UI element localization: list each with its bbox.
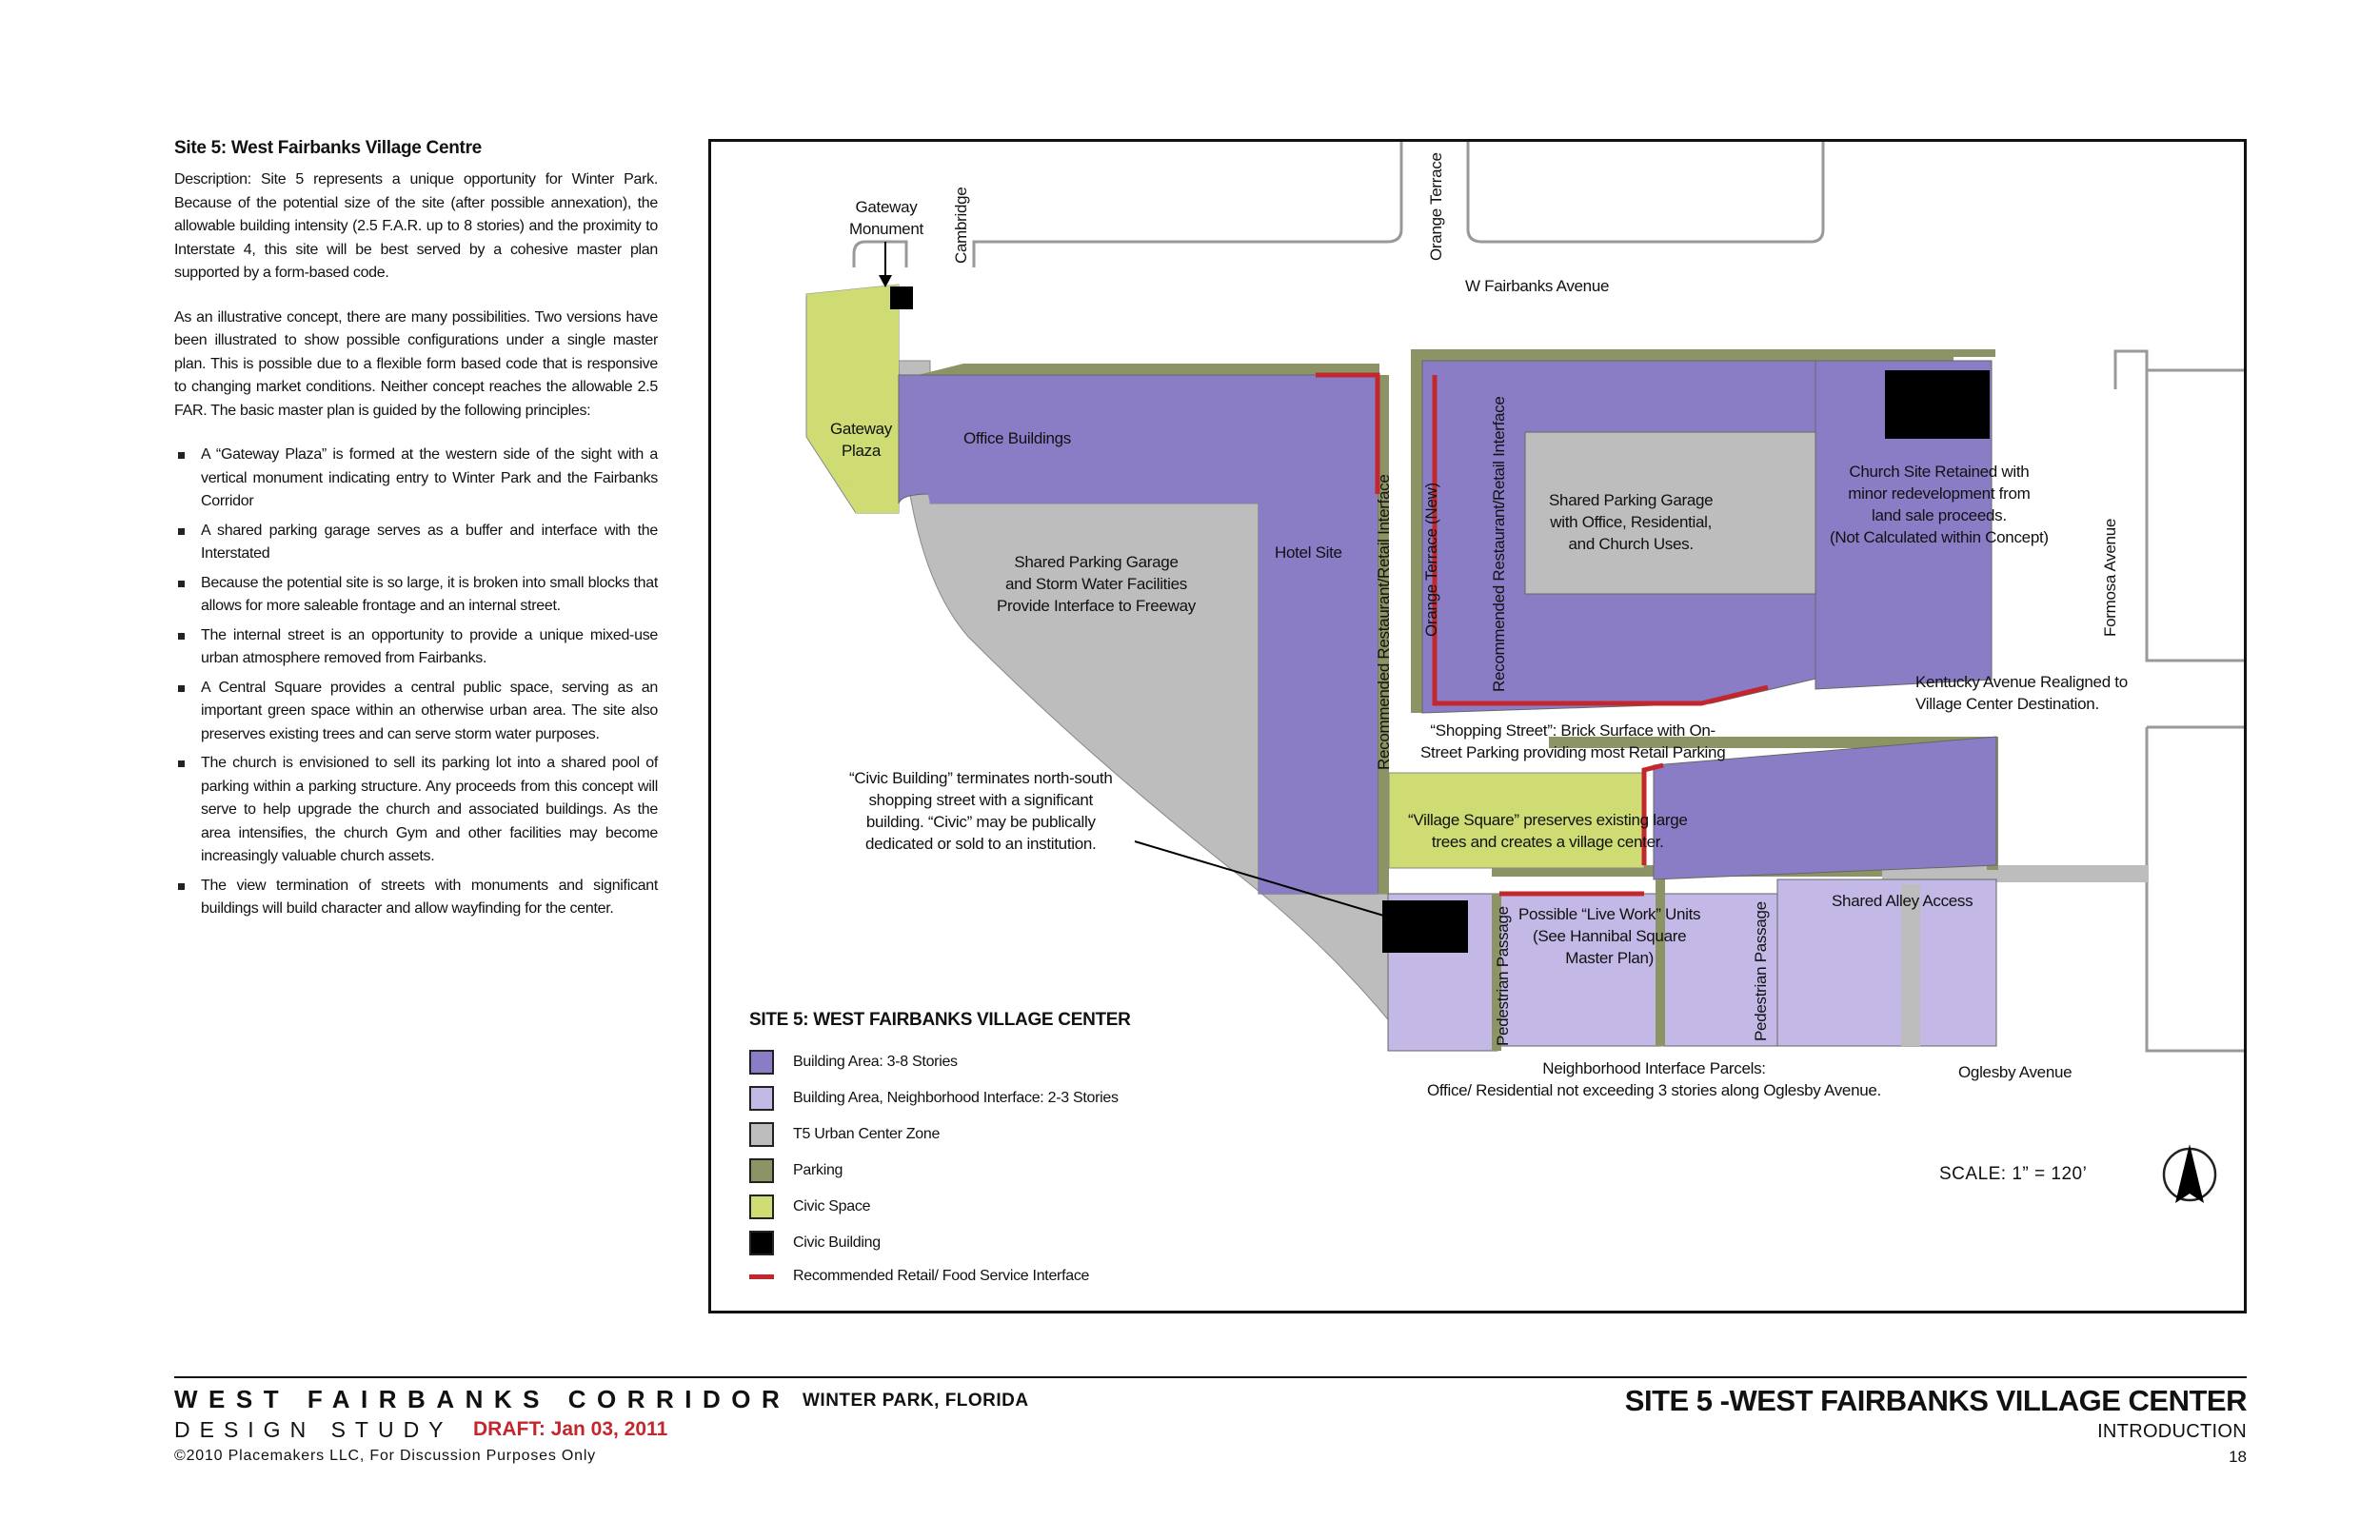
curb-cambridge-west [854, 242, 906, 267]
legend-swatch [749, 1231, 774, 1255]
label-church-site: Church Site Retained with minor redevelopment from land sale proceeds. (Not Calculated within Concept) [1830, 463, 2049, 546]
list-item: The internal street is an opportunity to provide a unique mixed-use urban atmosphere removed from Fairbanks. [174, 624, 658, 671]
label-formosa: Formosa Avenue [2101, 518, 2119, 637]
label-shopping-street: “Shopping Street”: Brick Surface with On- Street Parking providing most Retail Parking [1420, 721, 1726, 761]
curb-formosa-top [2115, 351, 2247, 389]
legend-item [749, 1231, 881, 1255]
label-gateway-plaza: Gateway Plaza [830, 420, 892, 460]
label-kentucky: Kentucky Avenue Realigned to Village Center Destination. [1915, 673, 2128, 713]
label-orange-terrace: Orange Terrace [1427, 152, 1445, 261]
label-shared-garage-storm: Shared Parking Garage and Storm Water Facilities Provide Interface to Freeway [997, 553, 1196, 615]
legend-item [749, 1268, 1089, 1285]
legend-label: Recommended Retail/ Food Service Interface [793, 1268, 1090, 1284]
curb-fairbanks-north-2 [1468, 142, 1823, 242]
label-oglesby: Oglesby Avenue [1958, 1063, 2073, 1081]
label-pedestrian-passage-2: Pedestrian Passage [1752, 901, 1770, 1041]
label-village-square: “Village Square” preserves existing large trees and creates a village center. [1408, 811, 1688, 851]
curb-fairbanks-north-1 [974, 142, 1401, 267]
footer-draft: DRAFT: Jan 03, 2011 [473, 1418, 668, 1440]
legend-title: SITE 5: WEST FAIRBANKS VILLAGE CENTER [749, 1010, 1131, 1030]
label-recommended-interface-1: Recommended Restaurant/Retail Interface [1375, 474, 1393, 770]
page-number: 18 [2229, 1448, 2247, 1466]
legend-item [749, 1194, 870, 1219]
concept-paragraph: As an illustrative concept, there are many possibilities. Two versions have been illustrated to show possible configurations under a single master plan. This is possible due to a flexible form based code that is responsive to changing market conditions. Neither concept reaches the allowable 2.5 FAR. The basic master plan is guided by the following principles: [174, 308, 658, 419]
label-shared-garage-church: Shared Parking Garage with Office, Residential, and Church Uses. [1549, 491, 1714, 553]
list-item: A shared parking garage serves as a buffer and interface with the Interstated [174, 520, 658, 566]
label-live-work: Possible “Live Work” Units (See Hannibal Square Master Plan) [1518, 905, 1701, 967]
label-cambridge: Cambridge [952, 187, 970, 264]
label-office-buildings: Office Buildings [963, 429, 1072, 447]
section-title: SITE 5 -WEST FAIRBANKS VILLAGE CENTER [1624, 1384, 2247, 1417]
civic-building [1382, 900, 1468, 953]
legend-swatch-line [749, 1274, 774, 1279]
list-item: A Central Square provides a central public space, serving as an important green space within an otherwise urban area. The site also preserves existing trees and can serve storm water purposes. [174, 677, 658, 747]
footer-subtitle: DESIGN STUDY [174, 1417, 453, 1442]
church-building [1885, 370, 1990, 439]
legend-label: Parking [793, 1162, 843, 1178]
label-hotel-site: Hotel Site [1275, 543, 1342, 562]
parking-strip-orange-e [1411, 361, 1422, 713]
label-recommended-interface-2: Recommended Restaurant/Retail Interface [1490, 396, 1508, 692]
label-gateway-monument: Gateway Monument [849, 198, 923, 238]
gateway-monument [890, 286, 913, 309]
legend-swatch [749, 1050, 774, 1075]
legend-item [749, 1158, 843, 1183]
scale-label: SCALE: 1” = 120’ [1939, 1164, 2088, 1184]
list-item: The view termination of streets with monuments and significant buildings will build character and allow wayfinding for the center. [174, 875, 658, 921]
footer-copyright: ©2010 Placemakers LLC, For Discussion Purposes Only [174, 1448, 596, 1464]
north-arrow-icon [2164, 1144, 2215, 1203]
label-civic-building-note: “Civic Building” terminates north-south shopping street with a significant building. “Civic” may be publically dedicated or sold to an institution. [849, 769, 1113, 853]
principles-list [174, 444, 658, 921]
list-item: A “Gateway Plaza” is formed at the western side of the sight with a vertical monument indicating entry to Winter Park and the Fairbanks Corridor [174, 444, 658, 514]
footer-title: WEST FAIRBANKS CORRIDOR [174, 1385, 791, 1413]
parking-strip-church [1954, 349, 1995, 357]
legend-label: Building Area, Neighborhood Interface: 2-3 Stories [793, 1090, 1119, 1106]
label-orange-terrace-new: Orange Terrace (New) [1422, 483, 1440, 637]
curb-formosa-east-1 [2147, 351, 2247, 661]
legend-label: Civic Building [793, 1234, 881, 1251]
label-shared-alley: Shared Alley Access [1832, 892, 1973, 910]
site-plan-map [708, 139, 2247, 1313]
legend-label: Civic Space [793, 1198, 871, 1214]
legend-swatch [749, 1158, 774, 1183]
label-w-fairbanks: W Fairbanks Avenue [1465, 277, 1610, 295]
legend-label: T5 Urban Center Zone [793, 1126, 941, 1142]
legend-item [749, 1122, 940, 1147]
curb-formosa-east-2 [2147, 727, 2247, 1051]
legend-swatch [749, 1194, 774, 1219]
label-neighborhood-interface: Neighborhood Interface Parcels: Office/ Residential not exceeding 3 stories along Oglesby Avenue. [1427, 1059, 1881, 1099]
footer-rule [174, 1376, 2247, 1378]
list-item: The church is envisioned to sell its parking lot into a shared pool of parking within a parking structure. Any proceeds from this concept will serve to help upgrade the church and associated buildings. As the area intensifies, the church Gym and other facilities may become increasingly valuable church assets. [174, 752, 658, 869]
legend-swatch [749, 1086, 774, 1111]
parking-strip-north-east [1411, 349, 1954, 361]
footer-location: WINTER PARK, FLORIDA [803, 1391, 1029, 1411]
description-column [174, 138, 658, 927]
list-item: Because the potential site is so large, it is broken into small blocks that allows for more saleable frontage and an internal street. [174, 572, 658, 619]
site-heading: Site 5: West Fairbanks Village Centre [174, 138, 482, 158]
section-subtitle: INTRODUCTION [2097, 1421, 2247, 1442]
description-paragraph: Description: Site 5 represents a unique opportunity for Winter Park. Because of the potential size of the site (after possible annexation), the allowable building intensity (2.5 F.A.R. up to 8 stories) and the proximity to Interstate 4, this site will be best served by a cohesive master plan supported by a form-based code. [174, 171, 658, 281]
legend-label: Building Area: 3-8 Stories [793, 1054, 958, 1070]
legend-item [749, 1050, 958, 1075]
legend-item [749, 1086, 1119, 1111]
legend-swatch [749, 1122, 774, 1147]
label-pedestrian-passage-1: Pedestrian Passage [1494, 906, 1512, 1046]
